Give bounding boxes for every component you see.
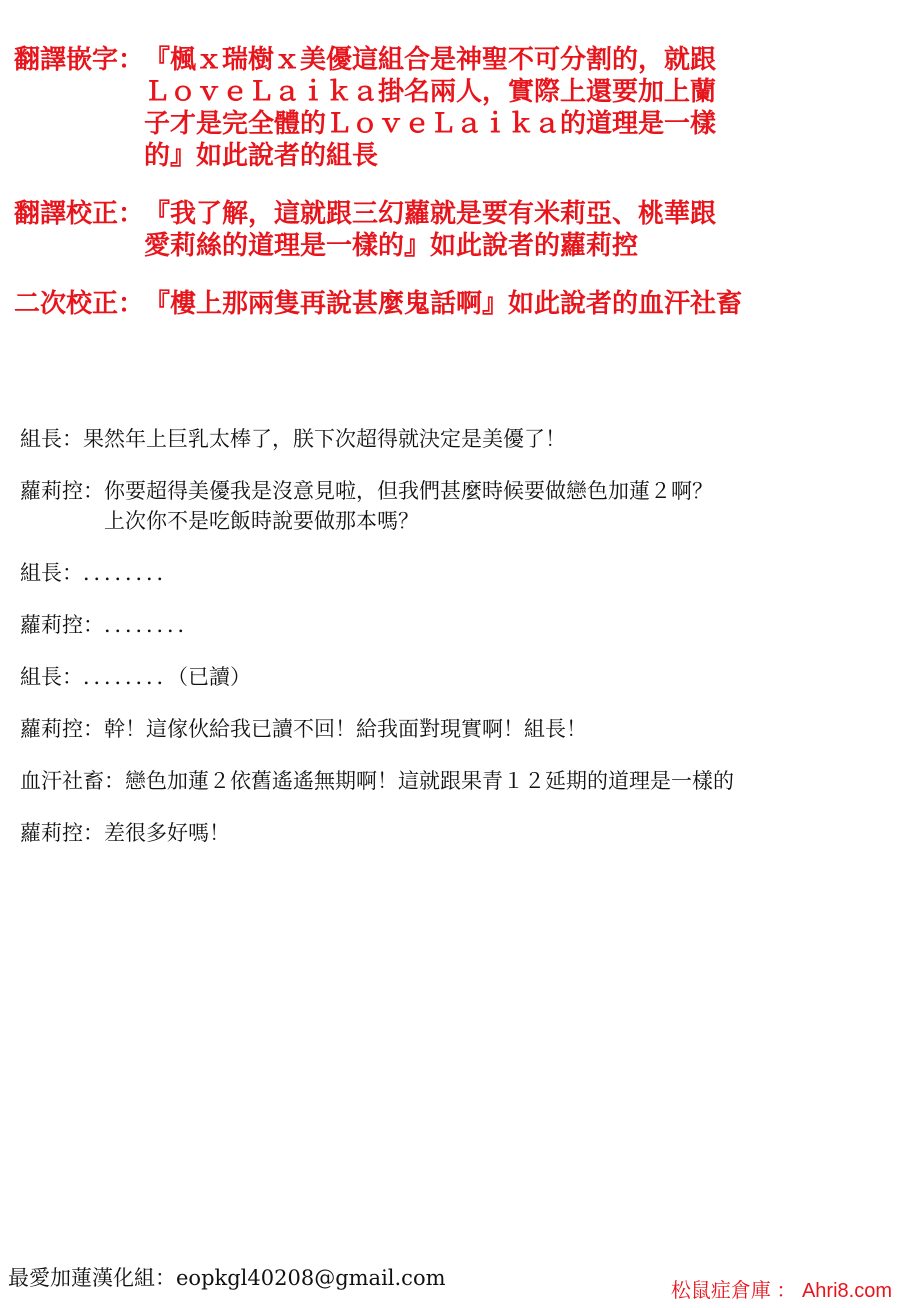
- credit-second-proofreading: [14, 288, 894, 320]
- group-contact: 最愛加蓮漢化組：eopkgl40208@gmail.com: [8, 1266, 446, 1290]
- credit-line: 的』如此說者的組長: [144, 141, 379, 171]
- chat-line: [20, 766, 895, 796]
- chat-line: [20, 424, 895, 454]
- credit-text: [144, 198, 716, 262]
- credit-role-label: 二次校正：: [14, 289, 145, 319]
- chat-dialogue: [20, 424, 895, 870]
- credit-line: 『楓ｘ瑞樹ｘ美優這組合是神聖不可分割的，就跟: [144, 45, 717, 75]
- credit-line: 『樓上那兩隻再說甚麼鬼話啊』如此說者的血汗社畜: [144, 289, 743, 319]
- chat-text: 上次你不是吃飯時說要做那本嗎？: [104, 509, 419, 533]
- chat-text: 幹！這傢伙給我已讀不回！給我面對現實啊！組長！: [104, 717, 587, 741]
- chat-line: [20, 558, 895, 588]
- watermark: 松鼠症倉庫 ： Ahri8.com: [670, 1280, 892, 1302]
- chat-text: ．．．．．．．．: [104, 613, 199, 637]
- speaker-name: 組長：: [20, 427, 83, 451]
- chat-line: [20, 818, 895, 848]
- credit-role-label: 翻譯校正：: [14, 199, 145, 229]
- chat-text: ．．．．．．．．: [83, 561, 178, 585]
- credit-translation-typesetting: [14, 44, 894, 172]
- chat-text: ．．．．．．．．（已讀）: [83, 665, 251, 689]
- credit-line: 子才是完全體的ＬｏｖｅＬａｉｋａ的道理是一樣: [144, 109, 717, 139]
- credit-text: [144, 288, 742, 320]
- chat-text: 你要超得美優我是沒意見啦，但我們甚麼時候要做戀色加蓮２啊？: [104, 479, 713, 503]
- speaker-name: 血汗社畜：: [20, 769, 125, 793]
- chat-text: 差很多好嗎！: [104, 821, 230, 845]
- chat-line: [20, 662, 895, 692]
- chat-text: 戀色加蓮２依舊遙遙無期啊！這就跟果青１２延期的道理是一樣的: [125, 769, 734, 793]
- chat-line: [20, 610, 895, 640]
- speaker-name: 蘿莉控：: [20, 613, 104, 637]
- credit-role-label: 翻譯嵌字：: [14, 45, 145, 75]
- speaker-name: 組長：: [20, 561, 83, 585]
- speaker-name: 蘿莉控：: [20, 717, 104, 741]
- credit-translation-proofreading: [14, 198, 894, 262]
- chat-text: 果然年上巨乳太棒了，朕下次超得就決定是美優了！: [83, 427, 566, 451]
- speaker-name: 蘿莉控：: [20, 479, 104, 503]
- speaker-name: 蘿莉控：: [20, 821, 104, 845]
- speaker-name: 組長：: [20, 665, 83, 689]
- chat-line: [20, 714, 895, 744]
- credit-line: 『我了解，這就跟三幻蘿就是要有米莉亞、桃華跟: [144, 199, 717, 229]
- credit-text: [144, 44, 716, 172]
- chat-line: [20, 476, 895, 536]
- credit-line: 愛莉絲的道理是一樣的』如此說者的蘿莉控: [144, 231, 639, 261]
- credit-line: ＬｏｖｅＬａｉｋａ掛名兩人，實際上還要加上蘭: [144, 77, 717, 107]
- translation-credits: [14, 44, 894, 346]
